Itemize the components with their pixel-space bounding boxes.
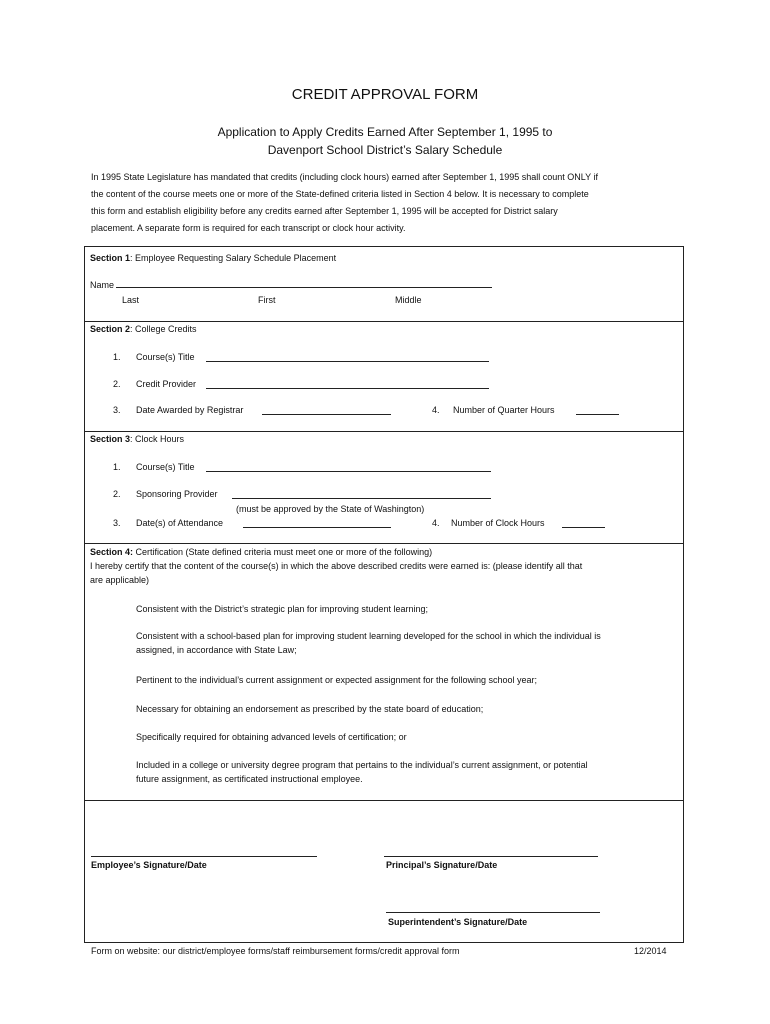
subtitle-line-2: Davenport School District’s Salary Schedule	[267, 143, 503, 157]
section-4-heading-text: Certification (State defined criteria must meet one or more of the following)	[133, 547, 433, 557]
principal-signature-line[interactable]	[384, 856, 598, 857]
s2-date-awarded-field[interactable]	[262, 414, 391, 415]
s2-item-3-number: 3.	[113, 405, 121, 415]
section-2-label: Section 2	[90, 324, 131, 334]
footer-date: 12/2014	[634, 946, 667, 956]
name-field[interactable]	[116, 287, 492, 288]
s3-approval-note: (must be approved by the State of Washington)	[236, 504, 425, 514]
signature-box	[84, 800, 684, 943]
s2-course-title-label: Course(s) Title	[136, 352, 195, 362]
section-3-heading	[90, 434, 184, 444]
name-label: Name	[90, 280, 115, 290]
certify-line-1: I hereby certify that the content of the course(s) in which the above described credits were earned is: (please identify all that	[90, 561, 583, 571]
s3-clock-hours-label: Number of Clock Hours	[451, 518, 545, 528]
s3-item-3-number: 3.	[113, 518, 121, 528]
criterion-6[interactable]: Included in a college or university degree program that pertains to the individual’s current assignment, or potential	[136, 760, 588, 770]
s3-clock-hours-field[interactable]	[562, 527, 605, 528]
name-first-label: First	[258, 295, 276, 305]
section-1-heading-text: : Employee Requesting Salary Schedule Placement	[130, 253, 337, 263]
superintendent-signature-line[interactable]	[386, 912, 600, 913]
s3-dates-attendance-field[interactable]	[243, 527, 391, 528]
s2-course-title-field[interactable]	[206, 361, 489, 362]
employee-signature-label: Employee’s Signature/Date	[91, 860, 207, 870]
s2-credit-provider-field[interactable]	[206, 388, 489, 389]
criterion-4[interactable]: Necessary for obtaining an endorsement as prescribed by the state board of education;	[136, 704, 484, 714]
section-1-heading	[90, 253, 336, 263]
s3-course-title-field[interactable]	[206, 471, 491, 472]
s2-credit-provider-label: Credit Provider	[136, 379, 197, 389]
section-3-label: Section 3	[90, 434, 131, 444]
section-2-heading	[90, 324, 197, 334]
intro-line: placement. A separate form is required for each transcript or clock hour activity.	[91, 223, 406, 233]
subtitle-line-1: Application to Apply Credits Earned After September 1, 1995 to	[217, 125, 553, 139]
intro-line: In 1995 State Legislature has mandated that credits (including clock hours) earned after September 1, 1995 shall count ONLY if	[91, 172, 598, 182]
employee-signature-line[interactable]	[91, 856, 317, 857]
criterion-3[interactable]: Pertinent to the individual’s current assignment or expected assignment for the following school year;	[136, 675, 538, 685]
s3-item-1-number: 1.	[113, 462, 121, 472]
criterion-2[interactable]: Consistent with a school-based plan for improving student learning developed for the school in which the individual is	[136, 631, 601, 641]
s3-course-title-label: Course(s) Title	[136, 462, 195, 472]
criterion-5[interactable]: Specifically required for obtaining advanced levels of certification; or	[136, 732, 407, 742]
s2-quarter-hours-field[interactable]	[576, 414, 619, 415]
name-row	[90, 280, 114, 290]
name-last-label: Last	[122, 295, 140, 305]
form-title: CREDIT APPROVAL FORM	[291, 86, 479, 103]
intro-paragraph	[91, 169, 691, 237]
criterion-2-continued: assigned, in accordance with State Law;	[136, 645, 297, 655]
s3-item-4-number: 4.	[432, 518, 440, 528]
section-4-heading	[90, 547, 432, 557]
s2-item-1-number: 1.	[113, 352, 121, 362]
s2-item-2-number: 2.	[113, 379, 121, 389]
principal-signature-label: Principal’s Signature/Date	[386, 860, 498, 870]
certify-line-2: are applicable)	[90, 575, 150, 585]
s2-quarter-hours-label: Number of Quarter Hours	[453, 405, 555, 415]
footer-website: Form on website: our district/employee forms/staff reimbursement forms/credit approval form	[91, 946, 460, 956]
superintendent-signature-label: Superintendent’s Signature/Date	[388, 917, 528, 927]
criterion-6-continued: future assignment, as certificated instructional employee.	[136, 774, 363, 784]
criterion-1[interactable]: Consistent with the District’s strategic plan for improving student learning;	[136, 604, 428, 614]
name-middle-label: Middle	[395, 295, 422, 305]
s3-sponsoring-provider-label: Sponsoring Provider	[136, 489, 218, 499]
s2-item-4-number: 4.	[432, 405, 440, 415]
section-1-label: Section 1	[90, 253, 131, 263]
section-2-heading-text: : College Credits	[130, 324, 197, 334]
s3-dates-attendance-label: Date(s) of Attendance	[136, 518, 224, 528]
section-3-heading-text: : Clock Hours	[130, 434, 185, 444]
s3-item-2-number: 2.	[113, 489, 121, 499]
section-4-label: Section 4:	[90, 547, 134, 557]
intro-line: this form and establish eligibility before any credits earned after September 1, 1995 will be accepted for District salary	[91, 206, 558, 216]
intro-line: the content of the course meets one or more of the State-defined criteria listed in Section 4 below. It is necessary to complete	[91, 189, 589, 199]
s3-sponsoring-provider-field[interactable]	[232, 498, 491, 499]
s2-date-awarded-label: Date Awarded by Registrar	[136, 405, 244, 415]
